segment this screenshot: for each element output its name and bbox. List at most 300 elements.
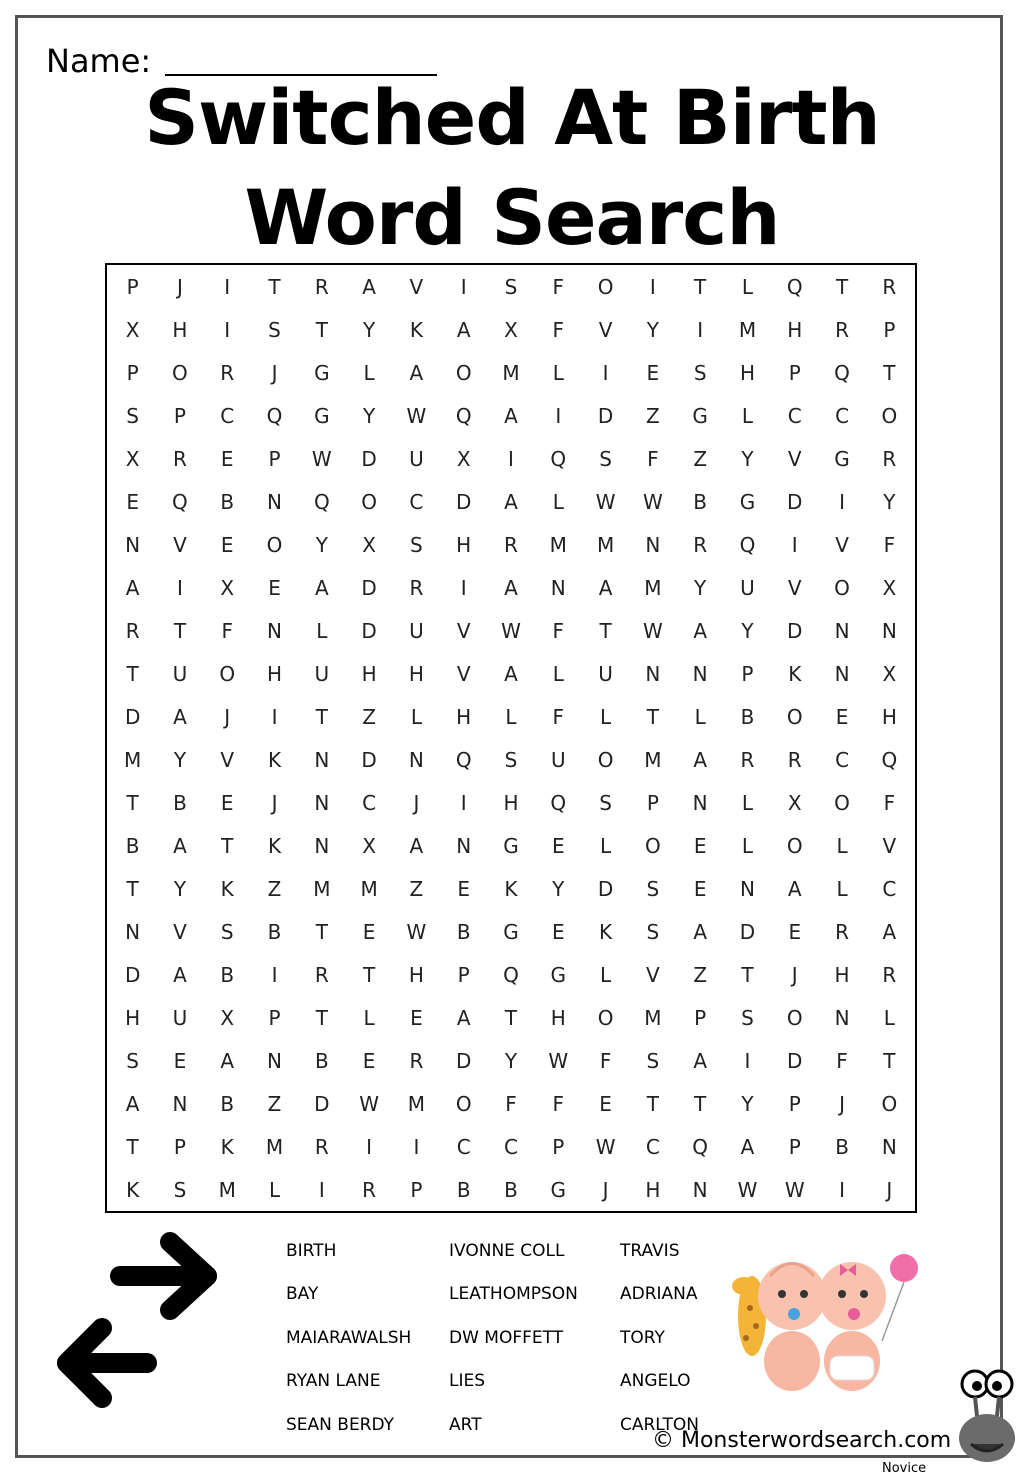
grid-letter[interactable]: O (834, 790, 850, 815)
grid-letter[interactable]: U (172, 661, 188, 686)
grid-letter[interactable]: D (361, 575, 377, 600)
grid-letter[interactable]: P (173, 1134, 186, 1159)
grid-letter[interactable]: E (410, 1005, 423, 1030)
grid-letter[interactable]: W (359, 1091, 379, 1116)
grid-letter[interactable]: Y (504, 1048, 518, 1073)
grid-letter[interactable]: P (410, 1177, 423, 1202)
grid-letter[interactable]: N (267, 618, 282, 643)
grid-letter[interactable]: E (220, 446, 234, 471)
grid-letter[interactable]: Y (883, 489, 896, 514)
grid-letter[interactable]: V (456, 661, 471, 686)
grid-letter[interactable]: A (504, 661, 518, 686)
grid-letter[interactable]: L (600, 833, 612, 858)
grid-letter[interactable]: Y (173, 876, 187, 901)
grid-letter[interactable]: H (739, 360, 755, 385)
grid-letter[interactable]: A (362, 274, 376, 299)
grid-letter[interactable]: Y (646, 317, 659, 342)
grid-letter[interactable]: V (456, 618, 471, 643)
grid-letter[interactable]: E (835, 704, 849, 729)
grid-letter[interactable]: A (173, 962, 187, 987)
grid-letter[interactable]: U (550, 747, 566, 772)
grid-letter[interactable]: S (220, 919, 234, 944)
grid-letter[interactable]: M (738, 317, 757, 342)
grid-letter[interactable]: F (221, 618, 233, 643)
grid-letter[interactable]: S (741, 1005, 754, 1030)
grid-letter[interactable]: J (602, 1177, 609, 1202)
grid-letter[interactable]: X (787, 790, 802, 815)
grid-letter[interactable]: N (314, 833, 330, 858)
grid-letter[interactable]: P (741, 661, 754, 686)
grid-letter[interactable]: M (360, 876, 378, 901)
grid-letter[interactable]: T (504, 1005, 518, 1030)
grid-letter[interactable]: I (555, 403, 562, 428)
grid-letter[interactable]: D (314, 1091, 330, 1116)
grid-letter[interactable]: T (883, 360, 896, 385)
grid-letter[interactable]: E (126, 489, 139, 514)
grid-letter[interactable]: L (552, 360, 564, 385)
grid-letter[interactable]: O (361, 489, 377, 514)
grid-letter[interactable]: Q (455, 747, 472, 772)
grid-letter[interactable]: K (220, 876, 234, 901)
grid-letter[interactable]: K (788, 661, 802, 686)
grid-letter[interactable]: M (644, 1005, 662, 1030)
grid-letter[interactable]: H (834, 962, 850, 987)
grid-letter[interactable]: E (693, 876, 707, 901)
grid-letter[interactable]: H (881, 704, 897, 729)
grid-letter[interactable]: O (597, 1005, 614, 1030)
grid-letter[interactable]: V (646, 962, 660, 987)
grid-letter[interactable]: Q (313, 489, 330, 514)
grid-letter[interactable]: R (220, 360, 235, 385)
grid-letter[interactable]: L (741, 403, 754, 428)
grid-letter[interactable]: B (267, 919, 282, 944)
grid-letter[interactable]: I (791, 532, 798, 557)
grid-letter[interactable]: A (456, 1005, 471, 1030)
grid-letter[interactable]: V (409, 274, 424, 299)
grid-letter[interactable]: I (318, 1177, 325, 1202)
grid-letter[interactable]: O (455, 1091, 472, 1116)
grid-letter[interactable]: L (836, 876, 848, 901)
grid-letter[interactable]: K (126, 1177, 140, 1202)
grid-letter[interactable]: H (361, 661, 377, 686)
grid-letter[interactable]: Q (266, 403, 283, 428)
grid-letter[interactable]: O (455, 360, 472, 385)
grid-letter[interactable]: A (693, 747, 707, 772)
grid-letter[interactable]: O (172, 360, 188, 385)
grid-letter[interactable]: A (409, 360, 424, 385)
grid-letter[interactable]: E (457, 876, 471, 901)
grid-letter[interactable]: F (883, 790, 896, 815)
grid-letter[interactable]: Y (741, 446, 754, 471)
grid-letter[interactable]: R (409, 575, 424, 600)
grid-letter[interactable]: J (839, 1091, 845, 1116)
grid-letter[interactable]: M (644, 747, 662, 772)
grid-letter[interactable]: W (642, 618, 663, 643)
grid-letter[interactable]: X (220, 1005, 235, 1030)
grid-letter[interactable]: T (646, 704, 659, 729)
grid-letter[interactable]: D (124, 962, 141, 987)
grid-letter[interactable]: E (693, 833, 707, 858)
grid-letter[interactable]: R (787, 747, 802, 772)
grid-letter[interactable]: U (409, 446, 424, 471)
grid-letter[interactable]: W (595, 1134, 616, 1159)
grid-letter[interactable]: O (881, 403, 898, 428)
grid-letter[interactable]: X (882, 575, 897, 600)
grid-letter[interactable]: M (265, 1134, 284, 1159)
grid-letter[interactable]: B (835, 1134, 849, 1159)
grid-letter[interactable]: I (271, 962, 278, 987)
grid-letter[interactable]: A (787, 876, 802, 901)
grid-letter[interactable]: T (694, 1091, 707, 1116)
grid-letter[interactable]: C (362, 790, 377, 815)
grid-letter[interactable]: M (596, 532, 615, 557)
grid-letter[interactable]: I (413, 1134, 420, 1159)
grid-letter[interactable]: H (645, 1177, 661, 1202)
grid-letter[interactable]: B (504, 1177, 518, 1202)
grid-letter[interactable]: L (268, 1177, 281, 1202)
grid-letter[interactable]: L (600, 962, 612, 987)
grid-letter[interactable]: S (173, 1177, 187, 1202)
grid-letter[interactable]: N (834, 1005, 850, 1030)
grid-letter[interactable]: Z (409, 876, 424, 901)
grid-letter[interactable]: P (457, 962, 470, 987)
grid-letter[interactable]: B (220, 489, 235, 514)
grid-letter[interactable]: W (595, 489, 616, 514)
grid-letter[interactable]: H (408, 962, 424, 987)
grid-letter[interactable]: N (645, 661, 661, 686)
grid-letter[interactable]: T (315, 317, 328, 342)
grid-letter[interactable]: V (787, 446, 802, 471)
grid-letter[interactable]: W (311, 446, 332, 471)
grid-letter[interactable]: G (550, 962, 567, 987)
grid-letter[interactable]: L (694, 704, 706, 729)
grid-letter[interactable]: F (883, 532, 896, 557)
grid-letter[interactable]: R (693, 532, 708, 557)
grid-letter[interactable]: E (173, 1048, 187, 1073)
grid-letter[interactable]: I (744, 1048, 751, 1073)
grid-letter[interactable]: W (737, 1177, 758, 1202)
grid-letter[interactable]: X (362, 532, 376, 557)
grid-letter[interactable]: T (315, 704, 328, 729)
grid-letter[interactable]: K (409, 317, 423, 342)
grid-letter[interactable]: N (881, 618, 897, 643)
grid-letter[interactable]: R (835, 317, 849, 342)
grid-letter[interactable]: E (551, 919, 565, 944)
grid-letter[interactable]: G (503, 919, 519, 944)
grid-letter[interactable]: I (271, 704, 278, 729)
grid-letter[interactable]: W (406, 919, 427, 944)
grid-letter[interactable]: R (835, 919, 849, 944)
grid-letter[interactable]: T (126, 790, 139, 815)
grid-letter[interactable]: J (791, 962, 798, 987)
grid-letter[interactable]: A (173, 704, 187, 729)
grid-letter[interactable]: G (834, 446, 850, 471)
grid-letter[interactable]: W (784, 1177, 805, 1202)
grid-letter[interactable]: P (126, 360, 139, 385)
grid-letter[interactable]: A (173, 833, 187, 858)
grid-letter[interactable]: R (172, 446, 187, 471)
grid-letter[interactable]: E (220, 532, 234, 557)
grid-letter[interactable]: X (220, 575, 235, 600)
grid-letter[interactable]: V (220, 747, 235, 772)
grid-letter[interactable]: R (740, 747, 755, 772)
grid-letter[interactable]: X (125, 317, 140, 342)
grid-letter[interactable]: P (788, 1091, 801, 1116)
grid-letter[interactable]: A (693, 1048, 707, 1073)
grid-letter[interactable]: P (883, 317, 896, 342)
grid-letter[interactable]: T (315, 1005, 328, 1030)
grid-letter[interactable]: C (835, 747, 850, 772)
grid-letter[interactable]: E (599, 1091, 612, 1116)
grid-letter[interactable]: P (788, 1134, 801, 1159)
grid-letter[interactable]: N (456, 833, 472, 858)
grid-letter[interactable]: D (787, 489, 803, 514)
grid-letter[interactable]: N (739, 876, 755, 901)
grid-letter[interactable]: B (173, 790, 187, 815)
grid-letter[interactable]: N (314, 747, 330, 772)
grid-letter[interactable]: H (456, 532, 472, 557)
grid-letter[interactable]: L (552, 489, 564, 514)
grid-letter[interactable]: N (408, 747, 424, 772)
grid-letter[interactable]: Q (550, 446, 567, 471)
grid-letter[interactable]: L (410, 704, 422, 729)
grid-letter[interactable]: H (172, 317, 188, 342)
grid-letter[interactable]: O (834, 575, 850, 600)
grid-letter[interactable]: B (740, 704, 755, 729)
grid-letter[interactable]: L (883, 1005, 895, 1030)
grid-letter[interactable]: S (126, 1048, 139, 1073)
grid-letter[interactable]: I (224, 317, 231, 342)
grid-letter[interactable]: H (456, 704, 472, 729)
grid-letter[interactable]: C (645, 1134, 660, 1159)
grid-letter[interactable]: A (504, 403, 518, 428)
grid-letter[interactable]: R (504, 532, 518, 557)
grid-letter[interactable]: L (316, 618, 328, 643)
grid-letter[interactable]: P (646, 790, 659, 815)
grid-letter[interactable]: Y (741, 618, 754, 643)
grid-letter[interactable]: Q (881, 747, 898, 772)
grid-letter[interactable]: H (787, 317, 803, 342)
grid-letter[interactable]: J (271, 360, 278, 385)
grid-letter[interactable]: N (314, 790, 330, 815)
grid-letter[interactable]: J (413, 790, 420, 815)
grid-letter[interactable]: G (314, 360, 330, 385)
grid-letter[interactable]: R (409, 1048, 424, 1073)
grid-letter[interactable]: D (455, 1048, 472, 1073)
grid-letter[interactable]: M (313, 876, 331, 901)
grid-letter[interactable]: P (268, 1005, 281, 1030)
grid-letter[interactable]: V (598, 317, 613, 342)
grid-letter[interactable]: B (220, 1091, 235, 1116)
grid-letter[interactable]: P (268, 446, 281, 471)
grid-letter[interactable]: Z (693, 962, 708, 987)
grid-letter[interactable]: D (787, 1048, 803, 1073)
grid-letter[interactable]: T (646, 1091, 659, 1116)
grid-letter[interactable]: K (267, 747, 282, 772)
grid-letter[interactable]: I (839, 489, 845, 514)
grid-letter[interactable]: I (839, 1177, 845, 1202)
grid-letter[interactable]: F (552, 618, 565, 643)
grid-letter[interactable]: F (599, 1048, 612, 1073)
grid-letter[interactable]: A (882, 919, 897, 944)
grid-letter[interactable]: A (740, 1134, 755, 1159)
grid-letter[interactable]: F (836, 1048, 848, 1073)
grid-letter[interactable]: Q (786, 274, 803, 299)
grid-letter[interactable]: M (502, 360, 520, 385)
grid-letter[interactable]: F (552, 704, 565, 729)
grid-letter[interactable]: N (834, 661, 850, 686)
grid-letter[interactable]: I (366, 1134, 373, 1159)
grid-letter[interactable]: K (220, 1134, 234, 1159)
grid-letter[interactable]: B (693, 489, 708, 514)
grid-letter[interactable]: U (598, 661, 613, 686)
grid-letter[interactable]: V (835, 532, 849, 557)
grid-letter[interactable]: N (172, 1091, 188, 1116)
grid-letter[interactable]: U (172, 1005, 188, 1030)
grid-letter[interactable]: U (740, 575, 755, 600)
grid-letter[interactable]: T (741, 962, 754, 987)
grid-letter[interactable]: N (692, 1177, 708, 1202)
grid-letter[interactable]: C (882, 876, 897, 901)
grid-letter[interactable]: F (647, 446, 659, 471)
grid-letter[interactable]: A (504, 489, 518, 514)
grid-letter[interactable]: E (268, 575, 281, 600)
grid-letter[interactable]: U (409, 618, 424, 643)
grid-letter[interactable]: M (549, 532, 567, 557)
grid-letter[interactable]: F (505, 1091, 517, 1116)
grid-letter[interactable]: A (504, 575, 518, 600)
grid-letter[interactable]: S (126, 403, 139, 428)
grid-letter[interactable]: X (456, 446, 471, 471)
grid-letter[interactable]: Q (692, 1134, 709, 1159)
grid-letter[interactable]: L (741, 274, 754, 299)
grid-letter[interactable]: R (314, 962, 329, 987)
grid-letter[interactable]: N (692, 661, 708, 686)
grid-letter[interactable]: L (741, 790, 754, 815)
grid-letter[interactable]: S (410, 532, 423, 557)
grid-letter[interactable]: J (886, 1177, 893, 1202)
grid-letter[interactable]: A (220, 1048, 235, 1073)
grid-letter[interactable]: A (693, 618, 707, 643)
grid-letter[interactable]: X (125, 446, 140, 471)
grid-letter[interactable]: R (314, 274, 329, 299)
grid-letter[interactable]: H (550, 1005, 566, 1030)
grid-letter[interactable]: E (362, 919, 376, 944)
grid-letter[interactable]: X (362, 833, 376, 858)
grid-letter[interactable]: B (314, 1048, 329, 1073)
grid-letter[interactable]: Y (363, 317, 376, 342)
grid-letter[interactable]: T (883, 1048, 896, 1073)
grid-letter[interactable]: B (125, 833, 140, 858)
grid-letter[interactable]: C (409, 489, 424, 514)
grid-letter[interactable]: C (504, 1134, 518, 1159)
grid-letter[interactable]: I (602, 360, 609, 385)
grid-letter[interactable]: J (224, 704, 231, 729)
grid-letter[interactable]: Q (172, 489, 188, 514)
grid-letter[interactable]: D (739, 919, 756, 944)
grid-letter[interactable]: D (597, 876, 614, 901)
grid-letter[interactable]: O (219, 661, 236, 686)
grid-letter[interactable]: R (362, 1177, 377, 1202)
grid-letter[interactable]: G (739, 489, 756, 514)
grid-letter[interactable]: F (552, 317, 565, 342)
grid-letter[interactable]: G (503, 833, 519, 858)
grid-letter[interactable]: T (694, 274, 707, 299)
grid-letter[interactable]: G (550, 1177, 567, 1202)
grid-letter[interactable]: E (646, 360, 660, 385)
grid-letter[interactable]: Z (267, 1091, 282, 1116)
grid-letter[interactable]: H (267, 661, 283, 686)
grid-letter[interactable]: L (600, 704, 612, 729)
grid-letter[interactable]: A (409, 833, 424, 858)
grid-letter[interactable]: W (501, 618, 521, 643)
grid-letter[interactable]: N (645, 532, 661, 557)
grid-letter[interactable]: V (882, 833, 897, 858)
grid-letter[interactable]: O (786, 1005, 803, 1030)
grid-letter[interactable]: T (315, 919, 328, 944)
grid-letter[interactable]: T (363, 962, 376, 987)
grid-letter[interactable]: C (835, 403, 850, 428)
grid-letter[interactable]: T (835, 274, 849, 299)
grid-letter[interactable]: Y (173, 747, 187, 772)
grid-letter[interactable]: R (882, 446, 897, 471)
grid-letter[interactable]: P (552, 1134, 565, 1159)
grid-letter[interactable]: O (266, 532, 283, 557)
grid-letter[interactable]: S (646, 919, 660, 944)
grid-letter[interactable]: L (552, 661, 564, 686)
grid-letter[interactable]: T (221, 833, 234, 858)
grid-letter[interactable]: T (268, 274, 281, 299)
grid-letter[interactable]: J (271, 790, 278, 815)
grid-letter[interactable]: S (504, 274, 518, 299)
grid-letter[interactable]: M (218, 1177, 236, 1202)
grid-letter[interactable]: Z (267, 876, 282, 901)
grid-letter[interactable]: K (267, 833, 282, 858)
grid-letter[interactable]: B (456, 919, 471, 944)
grid-letter[interactable]: N (125, 919, 141, 944)
grid-letter[interactable]: N (881, 1134, 897, 1159)
grid-letter[interactable]: H (503, 790, 519, 815)
grid-letter[interactable]: T (126, 876, 139, 901)
grid-letter[interactable]: Y (552, 876, 565, 901)
grid-letter[interactable]: N (834, 618, 850, 643)
grid-letter[interactable]: L (363, 1005, 375, 1030)
grid-letter[interactable]: K (599, 919, 613, 944)
grid-letter[interactable]: Q (455, 403, 472, 428)
grid-letter[interactable]: S (599, 790, 612, 815)
grid-letter[interactable]: A (125, 1091, 140, 1116)
grid-letter[interactable]: Q (503, 962, 519, 987)
grid-letter[interactable]: O (597, 274, 614, 299)
grid-letter[interactable]: T (173, 618, 187, 643)
grid-letter[interactable]: J (176, 274, 183, 299)
grid-letter[interactable]: L (741, 833, 754, 858)
grid-letter[interactable]: I (460, 274, 467, 299)
grid-letter[interactable]: G (692, 403, 708, 428)
grid-letter[interactable]: L (505, 704, 517, 729)
grid-letter[interactable]: D (124, 704, 141, 729)
grid-letter[interactable]: N (692, 790, 708, 815)
grid-letter[interactable]: S (693, 360, 707, 385)
grid-letter[interactable]: V (787, 575, 802, 600)
grid-letter[interactable]: M (407, 1091, 426, 1116)
grid-letter[interactable]: S (599, 446, 612, 471)
grid-letter[interactable]: S (504, 747, 518, 772)
grid-letter[interactable]: D (361, 446, 377, 471)
grid-letter[interactable]: T (126, 1134, 139, 1159)
grid-letter[interactable]: F (552, 274, 565, 299)
grid-letter[interactable]: P (694, 1005, 707, 1030)
